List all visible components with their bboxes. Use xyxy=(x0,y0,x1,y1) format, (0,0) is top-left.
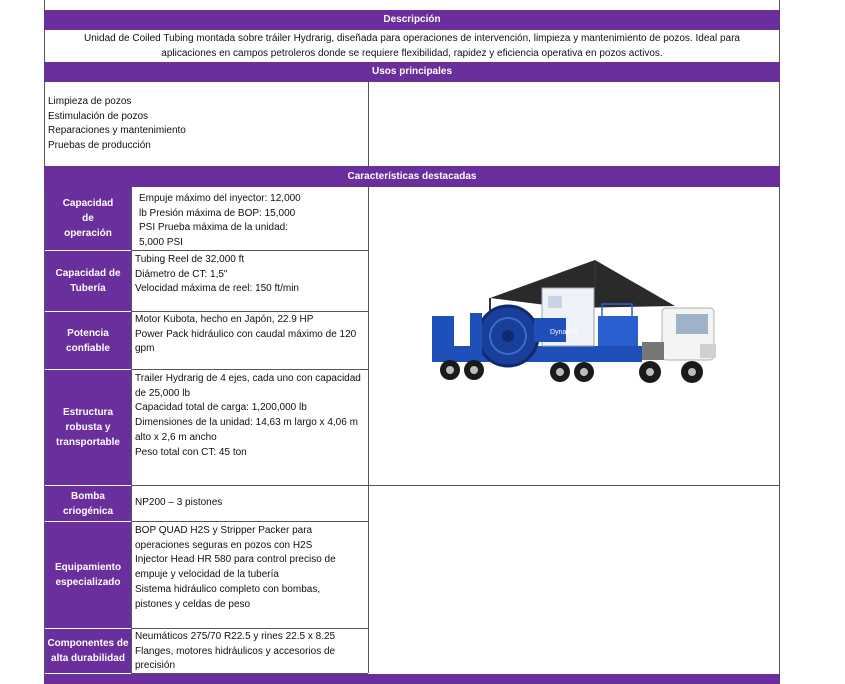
row-label: Componentes de alta durabilidad xyxy=(45,629,131,673)
list-item: Pruebas de producción xyxy=(48,140,151,152)
row-value: NP200 – 3 pistones xyxy=(135,497,223,508)
grid-divider xyxy=(368,187,369,673)
row-label: Capacidad de Tubería xyxy=(45,251,131,311)
grid-divider xyxy=(131,311,368,312)
description-text xyxy=(45,30,779,62)
row-value: BOP QUAD H2S y Stripper Packer para operaciones seguras en pozos con H2S Injector Head HR 580 para control preciso de empuje y velocidad de la tubería Sistema hidráulico completo con bombas, pistones y celdas de peso xyxy=(135,525,336,610)
grid-divider xyxy=(131,521,368,522)
svg-text:Dynadrill: Dynadrill xyxy=(550,329,578,336)
coiled-tubing-truck-image xyxy=(430,258,720,410)
grid-divider xyxy=(131,187,132,673)
features-header: Características destacadas xyxy=(44,166,780,187)
row-value: Trailer Hydrarig de 4 ejes, cada uno con capacidad de 25,000 lb Capacidad total de carga: 1,200,000 lb Dimensiones de la unidad: 14,63 m largo x 4,06 m alto x 2,6 m ancho Peso total con CT: 45 ton xyxy=(135,373,361,458)
description-line: Unidad de Coiled Tubing montada sobre tráiler Hydrarig, diseñada para operaciones de intervención, limpieza y mantenimiento de pozos. Ideal para xyxy=(84,33,740,44)
row-label: Potencia confiable xyxy=(45,312,131,369)
description-line: aplicaciones en campos petroleros donde se requiere flexibilidad, rapidez y eficiencia operativa en pozos activos. xyxy=(161,47,663,59)
row-label: Equipamiento especializado xyxy=(45,522,131,628)
row-value: Neumáticos 275/70 R22.5 y rines 22.5 x 8.25 Flanges, motores hidráulicos y accesorios de precisión xyxy=(135,631,336,672)
grid-divider xyxy=(368,82,369,166)
grid-divider xyxy=(131,485,780,486)
row-value: Motor Kubota, hecho en Japón, 22.9 HP Power Pack hidráulico con caudal máximo de 120 gpm xyxy=(135,314,357,355)
trailer-deck xyxy=(432,346,642,362)
grid-divider xyxy=(131,628,368,629)
row-value: Empuje máximo del inyector: 12,000 lb Presión máxima de BOP: 15,000 PSI Prueba máxima de la unidad: 5,000 PSI xyxy=(139,193,301,249)
uses-header: Usos principales xyxy=(44,62,780,82)
grid-divider xyxy=(131,369,368,370)
list-item: Limpieza de pozos xyxy=(48,96,132,107)
uses-list xyxy=(48,95,186,154)
list-item: Reparaciones y mantenimiento xyxy=(48,125,186,137)
footer-bar xyxy=(44,674,780,684)
row-value: Tubing Reel de 32,000 ft Diámetro de CT: 1,5" Velocidad máxima de reel: 150 ft/min xyxy=(135,254,299,295)
description-header: Descripción xyxy=(44,10,780,30)
row-label: Bomba criogénica xyxy=(45,486,131,521)
row-label: Estructura robusta y transportable xyxy=(45,370,131,485)
list-item: Estimulación de pozos xyxy=(48,110,149,122)
row-label: Capacidad de operación xyxy=(45,187,131,250)
